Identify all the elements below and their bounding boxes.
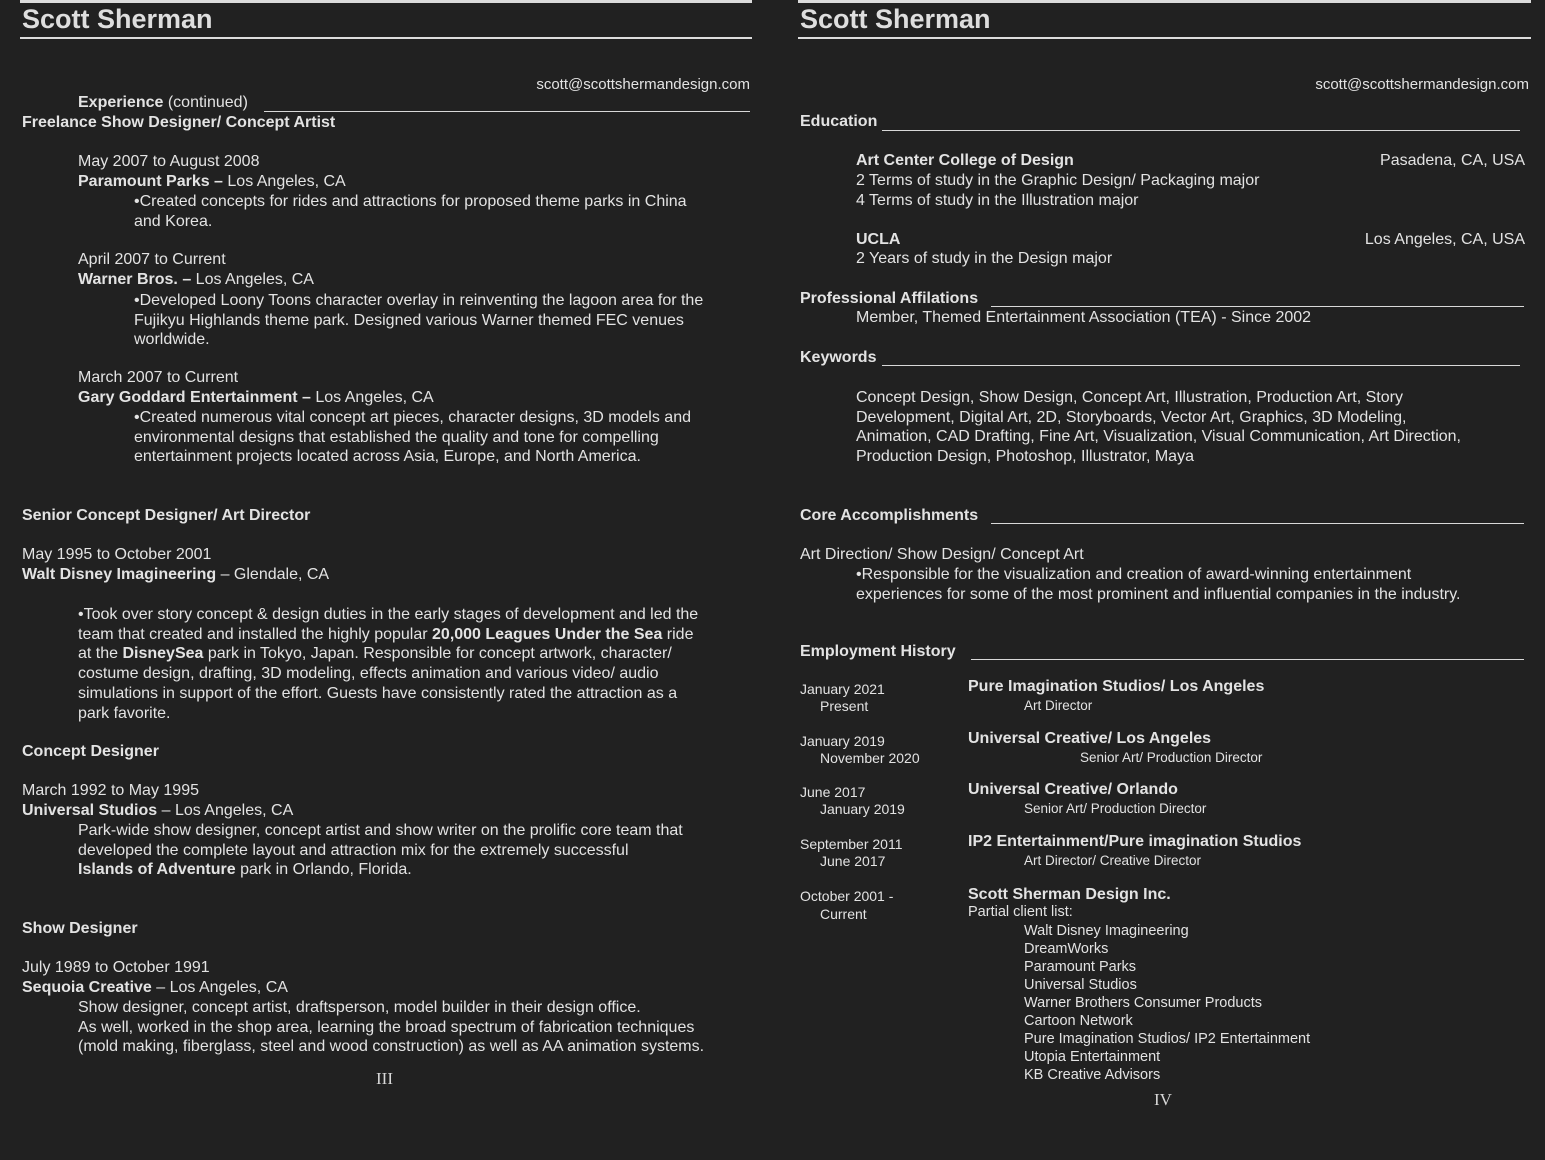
- accomplishment-text: •Responsible for the visualization and creation of award-winning entertainment experiences for some of the most prominent and influential companies in the industry.: [856, 566, 1461, 603]
- employment-company: Universal Creative/ Orlando: [968, 781, 1178, 798]
- employment-company: Pure Imagination Studios/ Los Angeles: [968, 678, 1265, 695]
- client-item: Universal Studios: [1024, 977, 1137, 993]
- job-employer: Warner Bros. – Los Angeles, CA: [78, 271, 314, 288]
- job-date: May 1995 to October 2001: [22, 546, 212, 563]
- employment-date-end: November 2020: [820, 750, 920, 766]
- client-item: Walt Disney Imagineering: [1024, 923, 1189, 939]
- school-location: Pasadena, CA, USA: [1380, 152, 1525, 169]
- employment-role: Art Director/ Creative Director: [1024, 853, 1202, 868]
- client-item: Utopia Entertainment: [1024, 1049, 1161, 1065]
- client-list: [1024, 922, 1310, 1084]
- employment-date: January 2019: [800, 733, 885, 749]
- resume-page-right: [778, 0, 1545, 1160]
- keywords-heading: Keywords: [800, 349, 877, 366]
- experience-continued-label: (continued): [167, 94, 248, 111]
- employment-heading: Employment History: [800, 643, 956, 660]
- school-name: Art Center College of Design: [856, 152, 1074, 169]
- client-item: Paramount Parks: [1024, 959, 1137, 975]
- employment-role: Senior Art/ Production Director: [1080, 750, 1263, 765]
- job-employer: Paramount Parks – Los Angeles, CA: [78, 173, 346, 190]
- job-date: April 2007 to Current: [78, 251, 226, 268]
- resume-page-left: [0, 0, 772, 1160]
- client-item: DreamWorks: [1024, 941, 1109, 957]
- page-number: IV: [1154, 1090, 1172, 1109]
- school-details: 2 Terms of study in the Graphic Design/ Packaging major 4 Terms of study in the Illustration major: [856, 172, 1260, 209]
- education-heading: Education: [800, 113, 878, 130]
- employment-company: Scott Sherman Design Inc.: [968, 886, 1171, 903]
- job-date: March 1992 to May 1995: [22, 782, 199, 799]
- employment-company: IP2 Entertainment/Pure imagination Studios: [968, 833, 1302, 850]
- role-heading: Freelance Show Designer/ Concept Artist: [22, 114, 336, 131]
- title-rule: [20, 37, 752, 39]
- school-name: UCLA: [856, 231, 901, 248]
- employment-date: January 2021: [800, 681, 885, 697]
- client-item: Pure Imagination Studios/ IP2 Entertainment: [1024, 1031, 1311, 1047]
- section-underline: [991, 306, 1524, 307]
- client-item: KB Creative Advisors: [1024, 1067, 1161, 1083]
- job-description: •Took over story concept & design duties in the early stages of development and led the team that created and installed the highly popular 20,000 Leagues Under the Sea ride at the DisneySea park in Tokyo, Japan. Responsible for concept artwork, character/ costume design, drafting, 3D modeling, effects animation and various video/ audio simulations in support of the effort. Guests have consistently rated the attraction as a park favorite.: [78, 606, 699, 722]
- job-employer: Sequoia Creative – Los Angeles, CA: [22, 979, 288, 996]
- page-number: III: [376, 1069, 393, 1088]
- job-date: May 2007 to August 2008: [78, 153, 260, 170]
- experience-heading-label: Experience: [78, 94, 164, 111]
- employment-date: June 2017: [800, 784, 866, 800]
- school-location: Los Angeles, CA, USA: [1364, 231, 1525, 248]
- role-heading: Concept Designer: [22, 743, 159, 760]
- section-underline: [991, 523, 1524, 524]
- employment-date-end: Present: [820, 698, 869, 714]
- job-description: •Developed Loony Toons character overlay in reinventing the lagoon area for the Fujikyu Highlands theme park. Designed various Warner themed FEC venues worldwide.: [134, 292, 704, 349]
- employment-date: October 2001 -: [800, 888, 894, 904]
- top-rule: [798, 0, 1531, 3]
- role-heading: Senior Concept Designer/ Art Director: [22, 507, 311, 524]
- job-date: March 2007 to Current: [78, 369, 239, 386]
- keywords-text: Concept Design, Show Design, Concept Art, Illustration, Production Art, Story Development, Digital Art, 2D, Storyboards, Vector Art, Graphics, 3D Modeling, Animation, CAD Drafting, Fine Art, Visualization, Visual Communication, Art Direction, Production Design, Photoshop, Illustrator, Maya: [856, 389, 1461, 466]
- employment-company: Universal Creative/ Los Angeles: [968, 730, 1212, 747]
- job-description: Show designer, concept artist, draftsperson, model builder in their design office. As well, worked in the shop area, learning the broad spectrum of fabrication techniques (mold making, fiberglass, steel and wood construction) as well as AA animation systems.: [78, 999, 705, 1056]
- job-employer: Walt Disney Imagineering – Glendale, CA: [22, 566, 330, 583]
- email-address: scott@scottshermandesign.com: [1315, 76, 1529, 93]
- employment-role: Senior Art/ Production Director: [1024, 801, 1207, 816]
- job-description: •Created numerous vital concept art pieces, character designs, 3D models and environmental designs that established the quality and tone for compelling entertainment projects located across Asia, Europe, and North America.: [134, 409, 691, 466]
- role-heading: Show Designer: [22, 920, 138, 937]
- page-title: Scott Sherman: [800, 4, 991, 34]
- section-underline: [882, 130, 1520, 131]
- job-employer: Gary Goddard Entertainment – Los Angeles, CA: [78, 389, 434, 406]
- job-description: •Created concepts for rides and attractions for proposed theme parks in China and Korea.: [134, 193, 687, 230]
- affiliations-heading: Professional Affilations: [800, 290, 979, 307]
- employment-date-end: Current: [820, 906, 867, 922]
- top-rule: [20, 0, 752, 3]
- client-item: Cartoon Network: [1024, 1013, 1133, 1029]
- section-underline: [264, 111, 750, 112]
- job-date: July 1989 to October 1991: [22, 959, 210, 976]
- core-accomplishments-heading: Core Accomplishments: [800, 507, 979, 524]
- section-underline: [882, 365, 1520, 366]
- experience-heading: [78, 94, 248, 112]
- affiliation-text: Member, Themed Entertainment Association (TEA) - Since 2002: [856, 309, 1312, 326]
- employment-date-end: June 2017: [820, 853, 886, 869]
- job-employer: Universal Studios – Los Angeles, CA: [22, 802, 294, 819]
- section-underline: [971, 659, 1524, 660]
- employment-role: Partial client list:: [968, 904, 1073, 920]
- school-details: 2 Years of study in the Design major: [856, 250, 1113, 267]
- employment-role: Art Director: [1024, 698, 1093, 713]
- accomplishment-title: Art Direction/ Show Design/ Concept Art: [800, 546, 1084, 563]
- title-rule: [798, 37, 1531, 39]
- employment-date-end: January 2019: [820, 801, 905, 817]
- page-title: Scott Sherman: [22, 4, 213, 34]
- employment-date: September 2011: [800, 836, 903, 852]
- job-description: Park-wide show designer, concept artist and show writer on the prolific core team that developed the complete layout and attraction mix for the extremely successful Islands of Adventure park in Orlando, Florida.: [78, 822, 683, 879]
- client-item: Warner Brothers Consumer Products: [1024, 995, 1262, 1011]
- email-address: scott@scottshermandesign.com: [536, 76, 750, 93]
